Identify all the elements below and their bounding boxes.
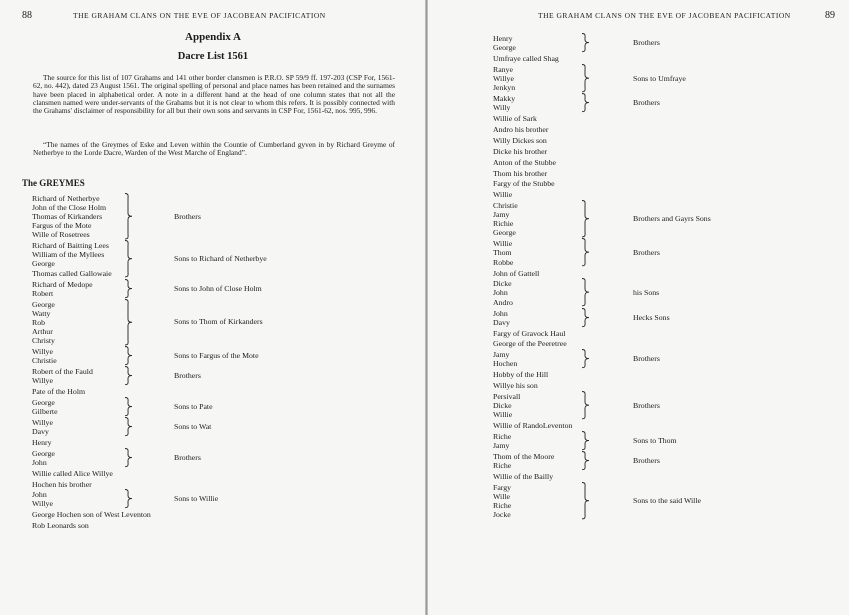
relation-label: Sons to the said Wille [633, 496, 701, 506]
group-names [493, 370, 548, 379]
clansman-name: Davy [493, 317, 510, 327]
intro-paragraph: The source for this list of 107 Grahams and 141 other border clansmen is P.R.O. SP 59/9 ff. 197-203 (CSP For, 1561-62, no. 442), dated 23 August 1561. The original spelling of personal and place names has been retained and the surnames have been placed in alphabetical order. A note in a different hand at the head of one column states that not all the clansmen named were under-servants of the Grahams but it is not clear to whom this refers. It is possibly connected with the Grahams' disclaimer of responsibility for all but their own sons and servants in CSP For, 1561-62, nos. 995, 996. [33, 73, 395, 116]
clansman-name: John [493, 308, 508, 318]
relation-label: Brothers [633, 98, 660, 108]
name-group [0, 347, 426, 365]
group-names [493, 339, 567, 348]
group-names [493, 179, 555, 188]
clansman-name: Ranye [493, 64, 513, 74]
clansman-name: William of the Myllees [32, 250, 105, 260]
clansman-name: Riche [493, 461, 512, 471]
clansman-name: Willye his son [493, 381, 538, 391]
clansman-name: Andro his brother [493, 124, 549, 134]
name-group [0, 280, 426, 298]
appendix-title: Appendix A [185, 31, 241, 43]
running-head-left: THE GRAHAM CLANS ON THE EVE OF JACOBEAN PACIFICATION [73, 11, 326, 20]
group-names [32, 510, 151, 519]
name-group [0, 480, 426, 489]
clansman-name: Willie of RandoLeventon [493, 421, 573, 431]
relation-label: Brothers [633, 400, 660, 410]
group-names [493, 125, 548, 134]
name-group [0, 194, 426, 240]
name-group [427, 432, 849, 450]
name-group [427, 370, 849, 379]
brace-icon [581, 451, 590, 470]
group-names [32, 449, 55, 467]
relation-label: Sons to Thom [633, 436, 677, 446]
relation-label: Sons to Willie [174, 494, 219, 504]
clansman-name: Hochen his brother [32, 479, 92, 489]
name-group [427, 381, 849, 390]
clansman-name: Henry [32, 437, 52, 447]
name-group [427, 452, 849, 470]
clansman-name: Arthur [32, 326, 53, 336]
group-names [32, 521, 89, 530]
name-group [0, 521, 426, 530]
name-group [427, 239, 849, 266]
relation-label: Brothers [633, 456, 660, 466]
group-names [493, 483, 511, 519]
quote-paragraph: “The names of the Greymes of Eske and Leven within the Countie of Cumberland gyven in by Richard Greyme of Netherbye to the Lorde Dacre, Warden of the West Marche of England”. [33, 140, 395, 158]
brace-icon [124, 346, 133, 365]
clansman-name: Richard of Baitting Lees [32, 241, 109, 251]
relation-label: Brothers [633, 354, 660, 364]
clansman-name: Willie [493, 190, 513, 200]
name-group [427, 339, 849, 348]
clansman-name: Thom his brother [493, 168, 548, 178]
name-group [427, 483, 849, 519]
relation-label: Brothers and Gayrs Sons [633, 214, 711, 224]
group-names [493, 65, 515, 92]
clansman-name: Thomas of Kirkanders [32, 212, 103, 222]
name-group [427, 421, 849, 430]
group-names [493, 381, 538, 390]
clansman-name: Dicke [493, 279, 512, 289]
name-group [427, 329, 849, 338]
name-group [0, 241, 426, 277]
relation-label: Hecks Sons [633, 312, 670, 322]
brace-icon [124, 366, 133, 385]
name-group [0, 387, 426, 396]
clansman-name: Jamy [493, 350, 510, 360]
clansman-name: Robert of the Fauld [32, 366, 93, 376]
relation-label: Sons to Pate [174, 401, 213, 411]
clansman-name: Davy [32, 426, 49, 436]
clansman-name: Anton of the Stubbe [493, 157, 557, 167]
page-number-right: 89 [825, 10, 835, 21]
clansman-name: Jamy [493, 210, 510, 220]
clansman-name: Fargy of Gravock Haul [493, 328, 566, 338]
clansman-name: Willie [493, 239, 513, 249]
name-group [427, 190, 849, 199]
list-title: Dacre List 1561 [177, 51, 249, 62]
name-group [427, 201, 849, 237]
clansman-name: Willy [493, 103, 511, 113]
group-names [493, 269, 539, 278]
clansman-name: Willye [32, 417, 53, 427]
section-heading: The GREYMES [22, 178, 85, 188]
group-names [32, 398, 58, 416]
group-names [493, 309, 510, 327]
clansman-name: Hochen [493, 359, 518, 369]
name-group [427, 114, 849, 123]
brace-icon [581, 308, 590, 327]
brace-icon [581, 278, 590, 306]
clansman-name: Dicke [493, 401, 512, 411]
brace-icon [581, 33, 590, 52]
clansman-name: Christie [493, 201, 518, 211]
group-names [32, 194, 106, 239]
clansman-name: Willie of Sark [493, 114, 537, 123]
clansman-name: Andro [493, 297, 513, 307]
clansman-name: Thom [493, 248, 512, 258]
brace-icon [581, 482, 590, 519]
brace-icon [581, 349, 590, 368]
name-group [0, 438, 426, 447]
right-page [427, 0, 849, 615]
clansman-name: Christy [32, 335, 55, 345]
name-group [427, 54, 849, 63]
relation-label: Sons to Richard of Netherbye [174, 254, 267, 264]
name-group [0, 367, 426, 385]
name-group [427, 158, 849, 167]
clansman-name: John [32, 457, 47, 467]
name-group [427, 169, 849, 178]
group-names [493, 190, 512, 199]
relation-label: Brothers [633, 248, 660, 258]
clansman-name: Willie of the Bailly [493, 472, 554, 482]
brace-icon [124, 299, 133, 346]
clansman-name: Willy Dickes son [493, 135, 547, 145]
group-names [493, 279, 513, 306]
page-number-left: 88 [22, 10, 32, 21]
clansman-name: Jamy [493, 441, 510, 451]
clansman-name: Dicke his brother [493, 146, 548, 156]
clansman-name: John of Gattell [493, 268, 540, 278]
name-group [427, 279, 849, 306]
clansman-name: John [32, 490, 47, 500]
name-group [427, 309, 849, 327]
brace-icon [124, 417, 133, 436]
relation-label: Brothers [174, 211, 201, 221]
group-names [32, 367, 93, 385]
clansman-name: George [493, 43, 516, 53]
brace-icon [581, 93, 590, 112]
name-group [0, 490, 426, 508]
clansman-name: Fargy of the Stubbe [493, 179, 555, 189]
clansman-name: Jenkyn [493, 83, 516, 93]
clansman-name: George Hochen son of West Leventon [32, 510, 151, 520]
name-group [0, 300, 426, 346]
relation-label: Sons to Umfraye [633, 73, 686, 83]
clansman-name: Persivall [493, 392, 521, 402]
clansman-name: George [32, 397, 55, 407]
clansman-name: George [32, 299, 55, 309]
name-group [427, 65, 849, 92]
group-names [32, 480, 92, 489]
clansman-name: Willye [32, 499, 53, 509]
group-names [493, 329, 565, 338]
clansman-name: Riche [493, 501, 512, 511]
brace-icon [124, 489, 133, 508]
clansman-name: Thomas called Gallowaie [32, 268, 112, 278]
group-names [493, 147, 547, 156]
relation-label: Sons to Wat [174, 421, 212, 431]
clansman-name: Riche [493, 432, 512, 442]
group-names [32, 241, 112, 277]
clansman-name: Pate of the Holm [32, 386, 86, 396]
clansman-name: Wille of Rosetrees [32, 230, 90, 240]
group-names [493, 136, 547, 145]
name-group [427, 269, 849, 278]
group-names [493, 421, 572, 430]
clansman-name: Richard of Medope [32, 279, 93, 289]
group-names [493, 432, 511, 450]
clansman-name: Willie [493, 410, 513, 420]
group-names [32, 300, 55, 345]
group-names [493, 34, 516, 52]
clansman-name: Robert [32, 288, 54, 298]
clansman-name: Fargus of the Mote [32, 221, 92, 231]
name-group [427, 34, 849, 52]
clansman-name: Henry [493, 34, 513, 43]
clansman-name: Willie called Alice Willye [32, 468, 113, 478]
clansman-name: George of the Peeretree [493, 339, 567, 349]
clansman-name: John of the Close Holm [32, 203, 107, 213]
clansman-name: Jocke [493, 510, 511, 520]
relation-label: Sons to Fargus of the Mote [174, 350, 259, 360]
relation-label: Brothers [633, 38, 660, 48]
group-names [32, 469, 113, 478]
clansman-name: Robbe [493, 257, 514, 267]
brace-icon [124, 448, 133, 467]
group-names [493, 94, 515, 112]
group-names [493, 201, 518, 237]
clansman-name: Hobby of the Hill [493, 370, 549, 380]
group-names [493, 158, 556, 167]
clansman-name: Gilberte [32, 406, 58, 416]
name-group [0, 510, 426, 519]
relation-label: Sons to John of Close Holm [174, 283, 262, 293]
clansman-name: George [32, 259, 55, 269]
clansman-name: Rob [32, 317, 45, 327]
clansman-name: Wille [493, 492, 511, 502]
brace-icon [581, 431, 590, 450]
group-names [32, 280, 93, 298]
name-group [427, 125, 849, 134]
name-group [0, 418, 426, 436]
clansman-name: John [493, 288, 508, 298]
clansman-name: Umfraye called Shag [493, 54, 559, 63]
running-head-right: THE GRAHAM CLANS ON THE EVE OF JACOBEAN PACIFICATION [538, 11, 791, 20]
name-group [427, 472, 849, 481]
clansman-name: Rob Leonards son [32, 521, 89, 531]
name-group [427, 350, 849, 368]
group-names [32, 438, 52, 447]
clansman-name: Thom of the Moore [493, 452, 555, 462]
name-group [0, 398, 426, 416]
brace-icon [124, 279, 133, 298]
relation-label: Brothers [174, 452, 201, 462]
group-names [493, 114, 537, 123]
name-group [427, 147, 849, 156]
group-names [493, 169, 547, 178]
clansman-name: Fargy [493, 483, 512, 492]
brace-icon [124, 193, 133, 240]
name-group [427, 392, 849, 419]
clansman-name: Willye [32, 346, 53, 356]
name-group [0, 449, 426, 467]
name-group [427, 94, 849, 112]
group-names [493, 54, 559, 63]
clansman-name: Christie [32, 355, 57, 365]
group-names [493, 350, 517, 368]
relation-label: Brothers [174, 370, 201, 380]
name-group [427, 136, 849, 145]
group-names [32, 490, 53, 508]
group-names [493, 452, 554, 470]
relation-label: his Sons [633, 288, 660, 298]
brace-icon [581, 200, 590, 237]
group-names [32, 387, 85, 396]
relation-label: Sons to Thom of Kirkanders [174, 317, 263, 327]
clansman-name: Makky [493, 94, 516, 103]
brace-icon [581, 64, 590, 92]
brace-icon [581, 238, 590, 266]
name-group [427, 179, 849, 188]
brace-icon [124, 397, 133, 416]
group-names [493, 239, 513, 266]
clansman-name: Willye [32, 375, 53, 385]
clansman-name: George [493, 228, 516, 238]
name-group [0, 469, 426, 478]
group-names [32, 347, 57, 365]
clansman-name: George [32, 448, 55, 458]
clansman-name: Richard of Netherbye [32, 194, 100, 203]
brace-icon [581, 391, 590, 419]
brace-icon [124, 240, 133, 277]
group-names [493, 392, 520, 419]
clansman-name: Richie [493, 219, 514, 229]
clansman-name: Willye [493, 73, 514, 83]
clansman-name: Watty [32, 308, 51, 318]
group-names [493, 472, 553, 481]
group-names [32, 418, 53, 436]
